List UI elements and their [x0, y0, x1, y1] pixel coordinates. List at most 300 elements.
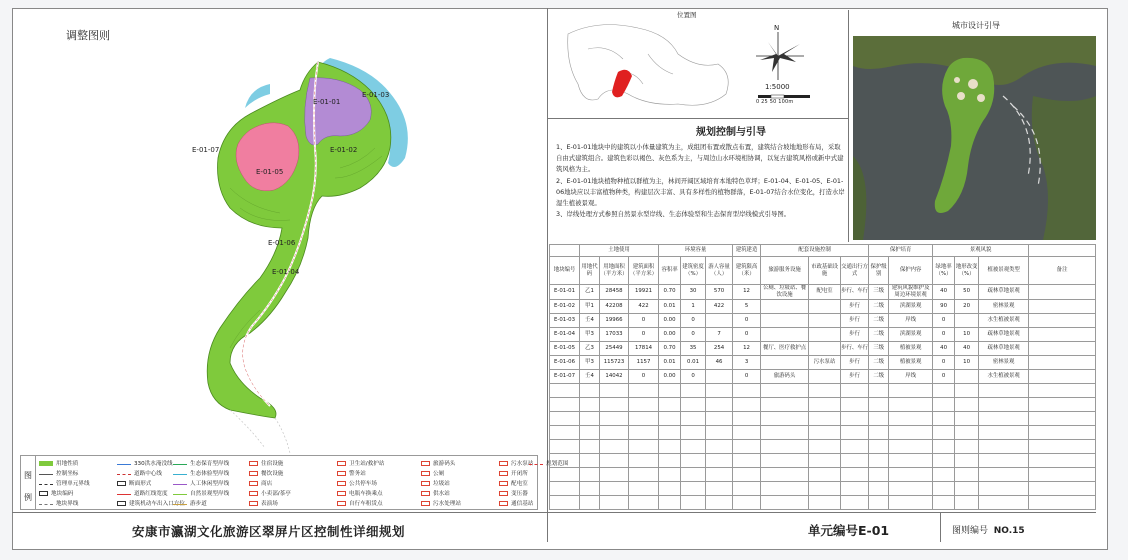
guidance-paragraph-2: 2、E-01-01地块植物种植以群植为主，林间开阔区域培育本地特色草坪；E-01-04、E-01-05、E-01-06地块应以丰富植物种类，构建层次丰富、具有多样性的植物群落，E-01-07结合水位变化，打造水岸湿生植被景观。 [556, 176, 845, 208]
adjust-map-title: 调整图则 [66, 29, 110, 42]
legend-item [39, 499, 78, 507]
legend-label: 自行车租赁点 [349, 501, 383, 507]
legend-swatch [499, 481, 508, 486]
table-cell [1029, 453, 1096, 467]
table-cell: 0.70 [659, 285, 681, 300]
column-header: 地形改变（%） [955, 257, 979, 285]
table-cell [889, 453, 933, 467]
table-cell: 密林景观 [979, 355, 1029, 369]
table-cell: 0 [933, 369, 955, 383]
table-cell [629, 467, 659, 481]
table-cell: 二级 [869, 313, 889, 327]
group-facilities: 配套设施控制 [761, 245, 869, 257]
table-cell: 35 [681, 341, 706, 355]
table-cell: 17814 [629, 341, 659, 355]
legend-item [39, 489, 73, 497]
table-row [550, 327, 1096, 341]
legend-label: 地块编码 [51, 491, 74, 497]
legend-item [337, 499, 383, 507]
table-cell [809, 411, 841, 425]
table-row [550, 299, 1096, 313]
table-cell [1029, 495, 1096, 509]
table-cell: 40 [933, 341, 955, 355]
table-cell [600, 467, 629, 481]
table-cell [659, 439, 681, 453]
table-cell [889, 467, 933, 481]
table-row [550, 285, 1096, 300]
parcel-map [190, 48, 420, 458]
table-cell: 570 [706, 285, 733, 300]
table-cell [955, 467, 979, 481]
compass [748, 22, 808, 82]
legend-item [249, 489, 291, 497]
table-cell [681, 467, 706, 481]
group-building: 建筑建造 [733, 245, 761, 257]
table-cell [580, 439, 600, 453]
table-cell: 密林景观 [979, 299, 1029, 313]
table-cell [933, 453, 955, 467]
table-cell: 50 [955, 285, 979, 300]
legend-item [39, 459, 78, 467]
table-cell [706, 439, 733, 453]
legend-swatch [39, 461, 53, 466]
table-cell: 0 [933, 355, 955, 369]
legend-item [249, 459, 283, 467]
table-cell [733, 411, 761, 425]
table-cell [933, 439, 955, 453]
table-cell [979, 439, 1029, 453]
table-cell: 植被景观 [889, 341, 933, 355]
legend-swatch [173, 502, 187, 505]
region-outline [568, 25, 729, 106]
table-cell [761, 299, 809, 313]
table-cell: 0.01 [659, 355, 681, 369]
table-cell: 植被景观 [889, 355, 933, 369]
table-cell [681, 411, 706, 425]
legend-item [337, 459, 384, 467]
table-cell: 岸线 [889, 369, 933, 383]
table-cell [580, 453, 600, 467]
table-cell: 25449 [600, 341, 629, 355]
table-cell [955, 425, 979, 439]
table-cell: 二级 [869, 355, 889, 369]
table-cell [629, 453, 659, 467]
wind-rose [760, 42, 800, 72]
scale-numbers: 0 25 50 100m [756, 99, 794, 105]
table-cell [809, 397, 841, 411]
table-cell [550, 439, 580, 453]
table-cell [706, 467, 733, 481]
divider-footer-left [12, 512, 547, 513]
column-header: 建筑面积（平方米） [629, 257, 659, 285]
table-cell [681, 383, 706, 397]
legend-swatch [421, 471, 430, 476]
legend-label: 公共停车场 [349, 481, 377, 487]
table-cell [629, 411, 659, 425]
legend-swatch [249, 501, 258, 506]
table-cell [1029, 299, 1096, 313]
legend-label: 供水站 [433, 491, 450, 497]
legend-head [21, 456, 36, 509]
legend-item [421, 489, 450, 497]
rendering-title: 城市设计引导 [952, 21, 1000, 30]
table-cell: 餐厅、医疗救护点 [761, 341, 809, 355]
table-group-header-row [550, 245, 1096, 257]
table-cell: 19921 [629, 285, 659, 300]
table-cell: 422 [706, 299, 733, 313]
table-cell: 二级 [869, 327, 889, 341]
table-cell [733, 397, 761, 411]
table-cell: 115723 [600, 355, 629, 369]
table-cell [733, 467, 761, 481]
legend-swatch [337, 471, 346, 476]
legend-item [117, 459, 173, 467]
table-cell [1029, 467, 1096, 481]
table-cell: 0 [733, 313, 761, 327]
table-cell [809, 341, 841, 355]
column-header: 建筑限高（米） [733, 257, 761, 285]
table-cell [761, 355, 809, 369]
guidance-paragraph-3: 3、岸线处理方式参照自然景水型岸线、生态体验型和生态保育型岸线模式引导图。 [556, 210, 791, 219]
table-cell: E-01-03 [550, 313, 580, 327]
table-cell: 乙1 [580, 285, 600, 300]
table-cell [681, 439, 706, 453]
table-row-empty [550, 411, 1096, 425]
table-cell: 0 [629, 369, 659, 383]
table-cell [706, 383, 733, 397]
divider-loc [548, 118, 848, 119]
table-cell [600, 383, 629, 397]
legend-swatch [39, 491, 48, 496]
group-protection: 保护培育 [869, 245, 933, 257]
group-capacity: 环境容量 [659, 245, 733, 257]
table-cell: 0.01 [681, 355, 706, 369]
table-cell: 10 [955, 355, 979, 369]
legend-item [249, 479, 272, 487]
table-cell [629, 439, 659, 453]
table-cell [681, 397, 706, 411]
legend-swatch [249, 471, 258, 476]
legend-item [499, 469, 528, 477]
guidance-paragraph-1: 1、E-01-01地块中的建筑以小体量建筑为主，成组团布置或散点布置，建筑结合坡地地形布局，采取自由式建筑组合。建筑色彩以褐色、灰色系为主，与周边山水环境相协调，以复古建筑风格或新中式建筑风格为主。 [556, 143, 844, 174]
legend-swatch [421, 481, 430, 486]
table-cell [733, 453, 761, 467]
legend-label: 用地性质 [56, 461, 79, 467]
table-cell: 40 [933, 285, 955, 300]
table-cell [550, 397, 580, 411]
column-header: 用地代码 [580, 257, 600, 285]
table-cell: 0 [733, 369, 761, 383]
table-cell [841, 495, 869, 509]
table-cell: 甲3 [580, 327, 600, 341]
legend-label: 污水处理站 [433, 501, 461, 507]
legend-label: 警务站 [349, 471, 366, 477]
compass-n-label: N [774, 24, 780, 32]
table-cell [659, 383, 681, 397]
table-cell [809, 313, 841, 327]
parcel-label-E-01-02: E-01-02 [330, 146, 358, 154]
table-cell [706, 369, 733, 383]
table-cell [979, 425, 1029, 439]
table-cell [600, 397, 629, 411]
legend-swatch [39, 472, 53, 475]
table-cell [809, 383, 841, 397]
legend-swatch [173, 482, 187, 485]
scale-ratio: 1:5000 [765, 83, 790, 91]
table-cell: 0.00 [659, 369, 681, 383]
column-header: 绿地率（%） [933, 257, 955, 285]
table-cell: 甲3 [580, 355, 600, 369]
table-cell: E-01-04 [550, 327, 580, 341]
table-cell [869, 411, 889, 425]
legend-item [499, 499, 533, 507]
table-cell: 三级 [869, 285, 889, 300]
table-cell: 90 [933, 299, 955, 313]
table-cell [889, 495, 933, 509]
legend-item [499, 479, 528, 487]
table-cell: 壬4 [580, 313, 600, 327]
table-cell: 42208 [600, 299, 629, 313]
table-cell [809, 327, 841, 341]
column-header: 保护级别 [869, 257, 889, 285]
legend-label: 住宿设施 [261, 461, 284, 467]
table-cell [809, 495, 841, 509]
table-cell [889, 411, 933, 425]
plan-title: 安康市瀛湖文化旅游区翠屏片区控制性详细规划 [132, 524, 406, 539]
table-cell [580, 397, 600, 411]
legend-swatch [249, 481, 258, 486]
table-cell [761, 397, 809, 411]
table-cell [659, 425, 681, 439]
table-cell [761, 327, 809, 341]
design-rendering [853, 36, 1096, 240]
legend-item [421, 479, 450, 487]
table-cell [681, 425, 706, 439]
legend-label: 配电室 [511, 481, 528, 487]
table-cell [809, 299, 841, 313]
table-cell [955, 439, 979, 453]
location-title: 位置图 [677, 11, 697, 19]
table-cell [1029, 383, 1096, 397]
table-cell [580, 411, 600, 425]
legend-item [173, 469, 229, 477]
table-cell [869, 481, 889, 495]
legend-swatch [117, 492, 131, 495]
table-cell: 疏林草地景观 [979, 285, 1029, 300]
table-cell [659, 453, 681, 467]
table-row-empty [550, 383, 1096, 397]
table-cell [550, 383, 580, 397]
table-cell [979, 481, 1029, 495]
table-cell: 步行 [841, 355, 869, 369]
table-cell: 步行、车行 [841, 341, 869, 355]
table-cell [933, 397, 955, 411]
table-cell [600, 481, 629, 495]
table-cell: 7 [706, 327, 733, 341]
legend-item [421, 469, 444, 477]
table-cell [706, 453, 733, 467]
table-cell: 配电室 [809, 285, 841, 300]
table-cell [761, 383, 809, 397]
table-cell [955, 411, 979, 425]
table-cell [809, 453, 841, 467]
table-cell [933, 467, 955, 481]
table-cell: E-01-06 [550, 355, 580, 369]
column-header: 用地面积（平方米） [600, 257, 629, 285]
table-cell [841, 383, 869, 397]
table-cell [550, 425, 580, 439]
table-cell: 0.01 [659, 299, 681, 313]
table-cell [1029, 439, 1096, 453]
table-cell [809, 481, 841, 495]
table-cell: E-01-01 [550, 285, 580, 300]
table-cell [933, 425, 955, 439]
table-cell [659, 411, 681, 425]
parcel-label-E-01-04: E-01-04 [272, 268, 300, 276]
table-cell [889, 397, 933, 411]
legend-item [249, 469, 283, 477]
table-cell: 30 [681, 285, 706, 300]
table-cell: 疏林草地景观 [979, 327, 1029, 341]
table-cell [600, 495, 629, 509]
guidance-text [556, 142, 846, 220]
table-cell: 滨湖景观 [889, 299, 933, 313]
table-cell [869, 453, 889, 467]
table-cell: 1157 [629, 355, 659, 369]
table-cell [889, 481, 933, 495]
table-cell [1029, 411, 1096, 425]
table-cell [733, 495, 761, 509]
table-cell [841, 439, 869, 453]
table-cell [869, 383, 889, 397]
table-cell [706, 481, 733, 495]
table-cell: 0 [681, 369, 706, 383]
legend-label: 卫生站/救护站 [349, 461, 385, 467]
table-cell: E-01-07 [550, 369, 580, 383]
table-cell [580, 425, 600, 439]
legend-label: 地块界线 [56, 501, 79, 507]
table-cell [1029, 355, 1096, 369]
table-cell [1029, 369, 1096, 383]
table-cell [809, 369, 841, 383]
table-cell [706, 313, 733, 327]
legend-label: 通信基站 [511, 501, 534, 507]
legend-label: 表演场 [261, 501, 278, 507]
table-cell [933, 383, 955, 397]
table-cell [659, 495, 681, 509]
table-cell [761, 411, 809, 425]
column-header: 备注 [1029, 257, 1096, 285]
column-header: 游人容量（人） [706, 257, 733, 285]
legend-label: 旅游码头 [433, 461, 456, 467]
table-row-empty [550, 453, 1096, 467]
column-header: 地块编号 [550, 257, 580, 285]
table-cell [979, 467, 1029, 481]
table-cell [629, 481, 659, 495]
legend-label: 电瓶车换乘点 [349, 491, 383, 497]
figure-number-value: NO.15 [993, 526, 1025, 536]
figure-number [952, 523, 1025, 536]
table-cell [681, 453, 706, 467]
table-cell [629, 383, 659, 397]
table-cell [979, 397, 1029, 411]
table-cell: 旅游码头 [761, 369, 809, 383]
table-row [550, 355, 1096, 369]
legend-swatch [421, 491, 430, 496]
table-cell: 污水泵站 [809, 355, 841, 369]
legend-swatch [249, 491, 258, 496]
column-header: 保护内容 [889, 257, 933, 285]
table-cell [761, 439, 809, 453]
legend-label: 人工休闲型岸线 [190, 481, 230, 487]
table-cell: 19966 [600, 313, 629, 327]
legend-swatch [39, 482, 53, 485]
table-cell: 步行 [841, 299, 869, 313]
table-cell [629, 425, 659, 439]
table-cell [979, 411, 1029, 425]
legend-label: 330洪水淹没线 [134, 461, 173, 467]
table-cell: 0.70 [659, 341, 681, 355]
table-cell [580, 481, 600, 495]
table-cell [869, 397, 889, 411]
table-cell [550, 495, 580, 509]
legend-swatch [337, 491, 346, 496]
table-cell [1029, 481, 1096, 495]
legend-swatch [529, 462, 543, 465]
table-cell: 3 [733, 355, 761, 369]
table-cell [955, 397, 979, 411]
table-cell [761, 467, 809, 481]
legend-label: 生态体验型岸线 [190, 471, 230, 477]
table-row [550, 313, 1096, 327]
table-cell [841, 397, 869, 411]
legend-item [249, 499, 278, 507]
table-cell: 三级 [869, 341, 889, 355]
table-cell [889, 425, 933, 439]
legend-label: 餐饮设施 [261, 471, 284, 477]
legend-swatch [117, 462, 131, 465]
table-cell [733, 383, 761, 397]
table-cell: 水生植被景观 [979, 369, 1029, 383]
table-cell [761, 495, 809, 509]
legend-item [117, 489, 168, 497]
table-cell [933, 411, 955, 425]
legend-label: 控制坐标 [56, 471, 79, 477]
table-cell [659, 467, 681, 481]
table-cell [933, 481, 955, 495]
legend-label: 开闭所 [511, 471, 528, 477]
legend-head-1: 图 [24, 471, 32, 480]
table-cell [955, 313, 979, 327]
table-cell [1029, 425, 1096, 439]
table-cell [933, 495, 955, 509]
table-cell [955, 495, 979, 509]
table-cell: 0 [933, 313, 955, 327]
table-cell: 岸线 [889, 313, 933, 327]
table-cell [869, 467, 889, 481]
legend-swatch [337, 461, 346, 466]
legend-swatch [173, 492, 187, 495]
legend-item [173, 499, 207, 507]
legend-swatch [421, 461, 430, 466]
table-cell: 步行 [841, 313, 869, 327]
table-cell [681, 495, 706, 509]
table-cell: E-01-05 [550, 341, 580, 355]
table-cell [889, 439, 933, 453]
table-cell: 5 [733, 299, 761, 313]
legend-label: 道路红线宽度 [134, 491, 168, 497]
legend-label: 商店 [261, 481, 273, 487]
